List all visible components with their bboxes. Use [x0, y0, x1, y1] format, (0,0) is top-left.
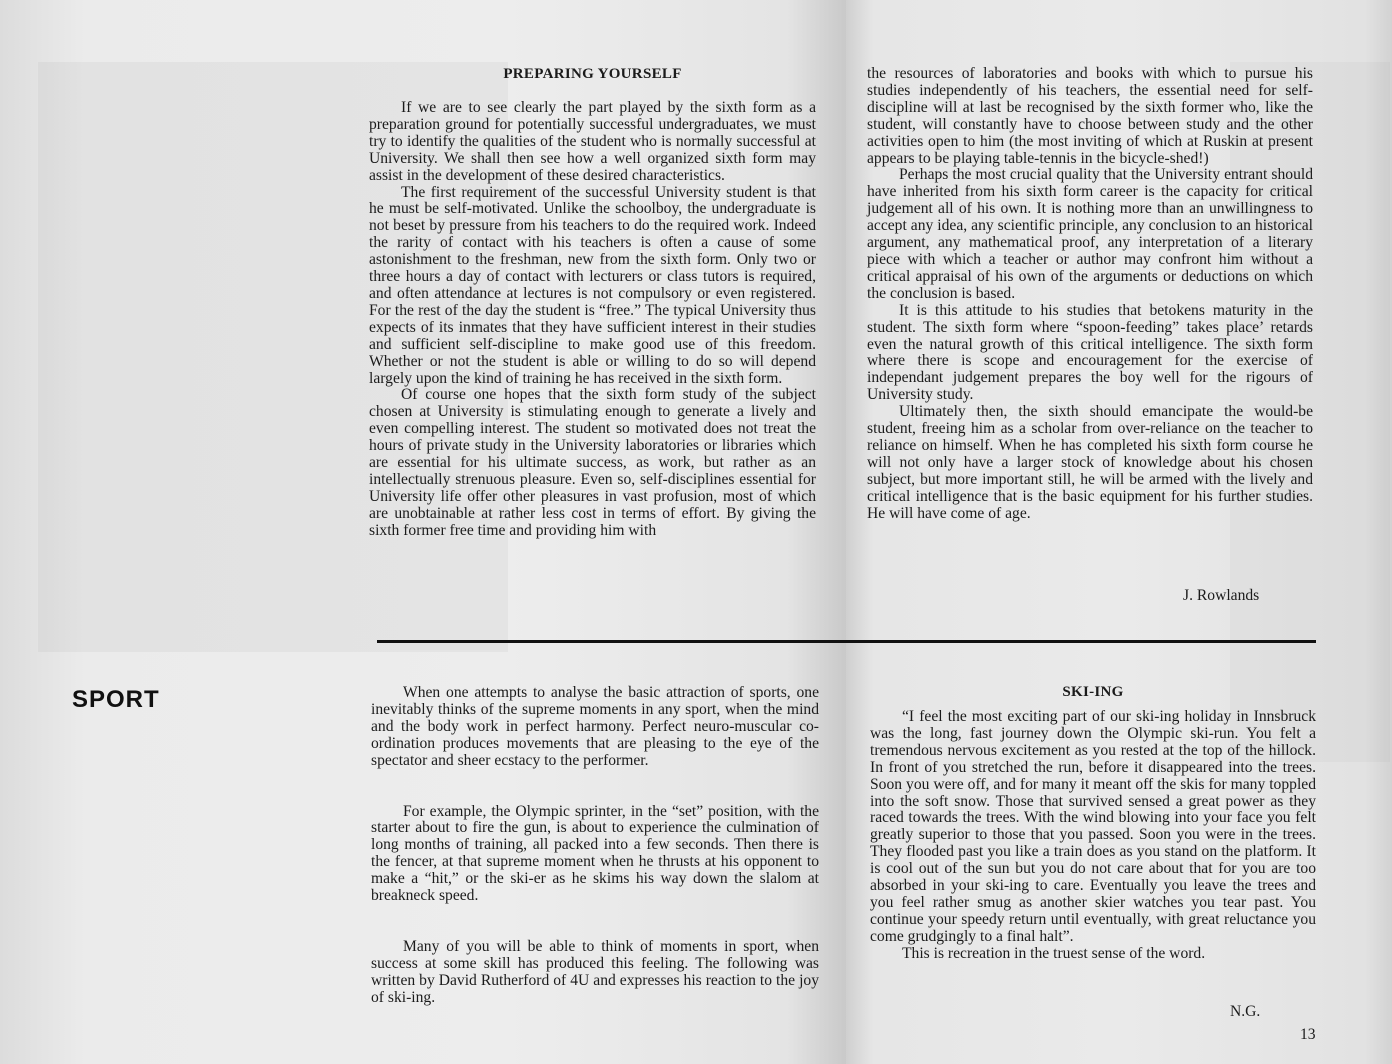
paragraph: Many of you will be able to think of moments in sport, when success at some skill has produced this feeling. The following was written by David Rutherford of 4U and expresses his reaction to the joy of ski-ing. — [371, 937, 819, 1006]
paragraph: The first requirement of the successful University student is that he must be self-motivated. Unlike the schoolboy, the undergraduate is not beset by pressure from his teachers to do the required work. Indeed the rarity of contact with his teachers is often a cause of some astonishment to the freshman, new from the sixth form. Only two or three hours a day of contact with lecturers or class tutors is required, and often attendance at lectures is not compulsory or even registered. For the rest of the day the student is “free.” The typical University thus expects of its inmates that they have sufficient interest in their studies and sufficient self-discipline to make good use of this freedom. Whether or not the student is able or willing to do so will depend largely upon the kind of training he has received in the sixth form. — [369, 183, 816, 387]
preparing-column-left — [369, 100, 816, 540]
paragraph: If we are to see clearly the part played by the sixth form as a preparation ground for potentially successful undergraduates, we must try to identify the qualities of the student who is normally successful at University. We shall then see how a well organized sixth form may assist in the development of these desired characteristics. — [369, 99, 816, 184]
paragraph: Ultimately then, the sixth should emancipate the would-be student, freeing him as a scholar from over-reliance on the teacher to reliance on himself. When he has completed his sixth form course he will not only have a larger stock of knowledge about his chosen subject, but more important still, he will be armed with the lively and critical intelligence that is the basic equipment for his further studies. He will have come of age. — [867, 403, 1313, 522]
paragraph: For example, the Olympic sprinter, in the “set” position, with the starter about to fire the gun, is about to experience the culmination of long months of training, all packed into a few seconds. Then there is the fencer, at that supreme moment when he thrusts at his opponent to make a “hit,” or the ski-er as he skims his way down the slalom at breakneck speed. — [371, 802, 819, 905]
skiing-column — [870, 709, 1316, 963]
preparing-column-right — [867, 66, 1313, 522]
paragraph: “I feel the most exciting part of our ski-ing holiday in Innsbruck was the long, fast journey down the Olympic ski-run. You felt a tremendous nervous excitement as you rested at the top of the hillock. In front of you stretched the run, before it disappeared into the trees. Soon you were off, and for many it meant off the skis for many toppled into the soft snow. Those that survived sensed a great power as they raced towards the trees. With the wind blowing into your face you felt greatly superior to those that you passed. Soon you were in the trees. They flooded past you like a train does as you stand on the platform. It is cool out of the sun but you do not care about that for you are too absorbed in your ski-ing to care. Eventually you leave the trees and you feel rather smug as another skier watches you tear past. You continue your speedy return until eventually, with great reluctance you come grudgingly to a final halt”. — [870, 708, 1316, 945]
paragraph: It is this attitude to his studies that betokens maturity in the student. The sixth form where “spoon-feeding” takes place’ retards even the natural growth of this critical intelligence. The sixth form where there is scope and encouragement for the exercise of independant judgement prepares the boy well for the rigours of University study. — [867, 301, 1313, 404]
paragraph: When one attempts to analyse the basic attraction of sports, one inevitably thinks of the supreme moments in any sport, when the mind and the body work in perfect harmony. Perfect neuro-muscular co-ordination produces movements that are pleasing to the eye of the spectator and sheer ecstacy to the performer. — [371, 684, 819, 769]
section-divider — [377, 640, 1316, 643]
author-signature: J. Rowlands — [1183, 587, 1260, 604]
article-heading-skiing: SKI-ING — [1062, 684, 1124, 700]
article-heading-preparing: PREPARING YOURSELF — [503, 66, 682, 82]
author-signature: N.G. — [1230, 1003, 1261, 1020]
section-title-sport: SPORT — [72, 686, 160, 713]
sport-column — [371, 685, 819, 1007]
paragraph: the resources of laboratories and books with which to pursue his studies independently of his teachers, the essential need for self-discipline will at last be recognised by the sixth former who, like the student, will constantly have to choose between study and the other activities open to him (the most inviting of which at Ruskin at present appears to be playing table-tennis in the bicycle-shed!) — [867, 65, 1313, 167]
paragraph: Perhaps the most crucial quality that the University entrant should have inherited from his sixth form career is the capacity for critical judgement all of his own. It is nothing more than an unwillingness to accept any idea, any scientific principle, any conclusion to an historical argument, any mathematical proof, any interpretation of a literary piece with which a teacher or author may confront him without a critical appraisal of his own of the arguments or deductions on which the conclusion is based. — [867, 166, 1313, 302]
paragraph: Of course one hopes that the sixth form study of the subject chosen at University is stimulating enough to generate a lively and even compelling interest. The student so motivated does not treat the hours of private study in the University laboratories or libraries which are essential for his ultimate success, as work, but rather as an intellectually strenuous pleasure. Even so, self-disciplines essential for University life offer other pleasures in vast profusion, most of which are unobtainable at rather less cost in terms of effort. By giving the sixth former free time and providing him with — [369, 386, 816, 539]
paragraph: This is recreation in the truest sense of the word. — [902, 944, 1206, 962]
page-number: 13 — [1300, 1026, 1316, 1043]
